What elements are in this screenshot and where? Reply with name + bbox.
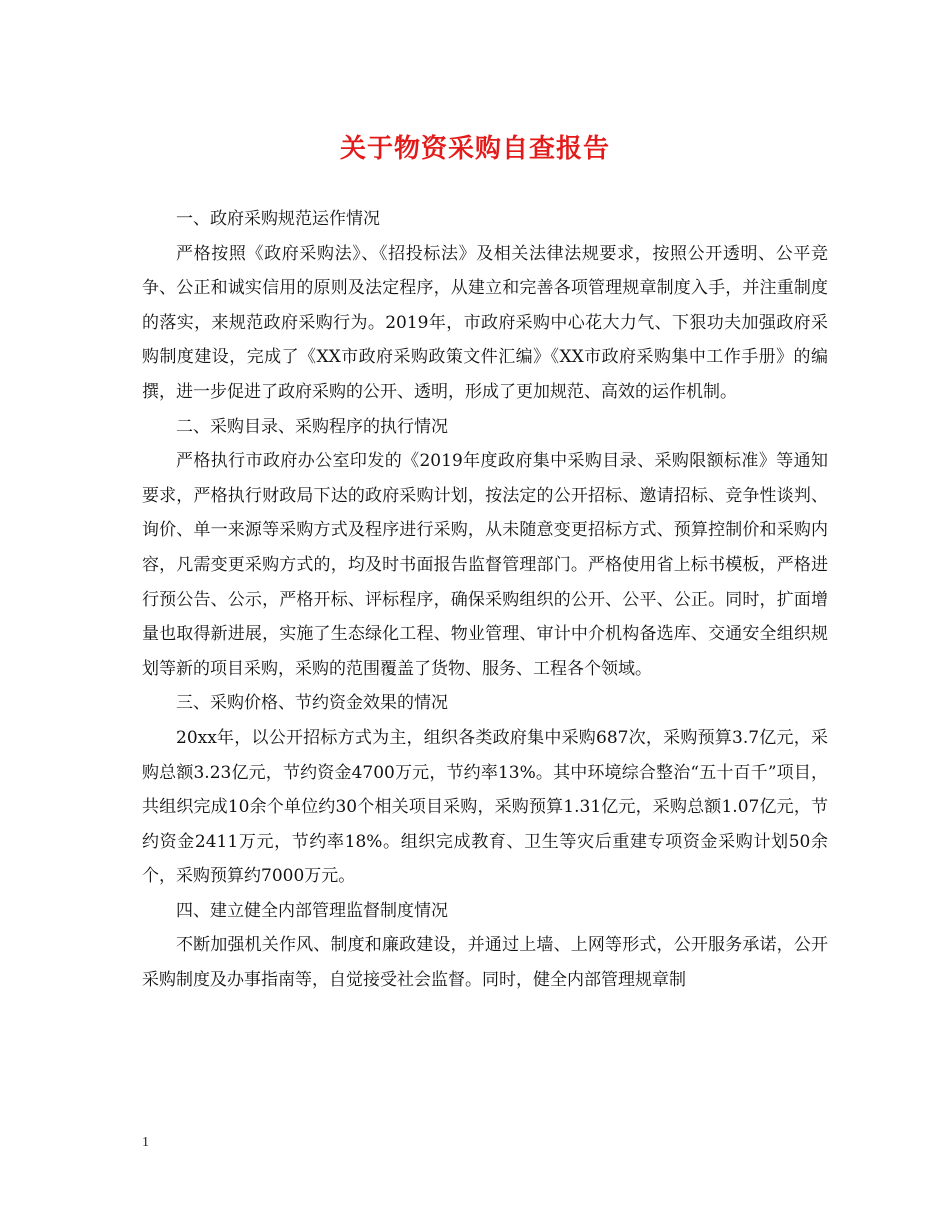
section-heading-1: 一、政府采购规范运作情况: [176, 209, 380, 229]
paragraph-1: 严格按照《政府采购法》、《招投标法》及相关法律法规要求，按照公开透明、公平竞争、公正和诚实信用的原则及法定程序，从建立和完善各项管理规章制度入手，并注重制度的落实，来规范政府采购行为。2019年，市政府采购中心花大力气、下狠功夫加强政府采购制度建设，完成了《XX市政府采购政策文件汇编》《XX市政府采购集中工作手册》的编撰，进一步促进了政府采购的公开、透明，形成了更加规范、高效的运作机制。: [142, 243, 828, 402]
section-heading-4: 四、建立健全内部管理监督制度情况: [176, 900, 448, 921]
section-heading-2: 二、采购目录、采购程序的执行情况: [176, 416, 448, 437]
section-heading-3: 三、采购价格、节约资金效果的情况: [176, 693, 448, 714]
document-body: [142, 202, 828, 998]
paragraph-2: 严格执行市政府办公室印发的《2019年度政府集中采购目录、采购限额标准》等通知要求，严格执行财政局下达的政府采购计划，按法定的公开招标、邀请招标、竞争性谈判、询价、单一来源等采购方式及程序进行采购，从未随意变更招标方式、预算控制价和采购内容，凡需变更采购方式的，均及时书面报告监督管理部门。严格使用省上标书模板，严格进行预公告、公示，严格开标、评标程序，确保采购组织的公开、公平、公正。同时，扩面增量也取得新进展，实施了生态绿化工程、物业管理、审计中介机构备选库、交通安全组织规划等新的项目采购，采购的范围覆盖了货物、服务、工程各个领域。: [142, 451, 828, 679]
paragraph-4: 不断加强机关作风、制度和廉政建设，并通过上墙、上网等形式，公开服务承诺，公开采购制度及办事指南等，自觉接受社会监督。同时，健全内部管理规章制: [142, 935, 828, 991]
document-title: 关于物资采购自查报告: [339, 134, 610, 164]
page-number: 1: [142, 1135, 149, 1150]
paragraph-3: 20xx年，以公开招标方式为主，组织各类政府集中采购687次，采购预算3.7亿元，采购总额3.23亿元，节约资金4700万元，节约率13%。其中环境综合整治“五十百千”项目，共组织完成10余个单位约30个相关项目采购，采购预算1.31亿元，采购总额1.07亿元，节约资金2411万元，节约率18%。组织完成教育、卫生等灾后重建专项资金采购计划50余个，采购预算约7000万元。: [142, 727, 828, 887]
